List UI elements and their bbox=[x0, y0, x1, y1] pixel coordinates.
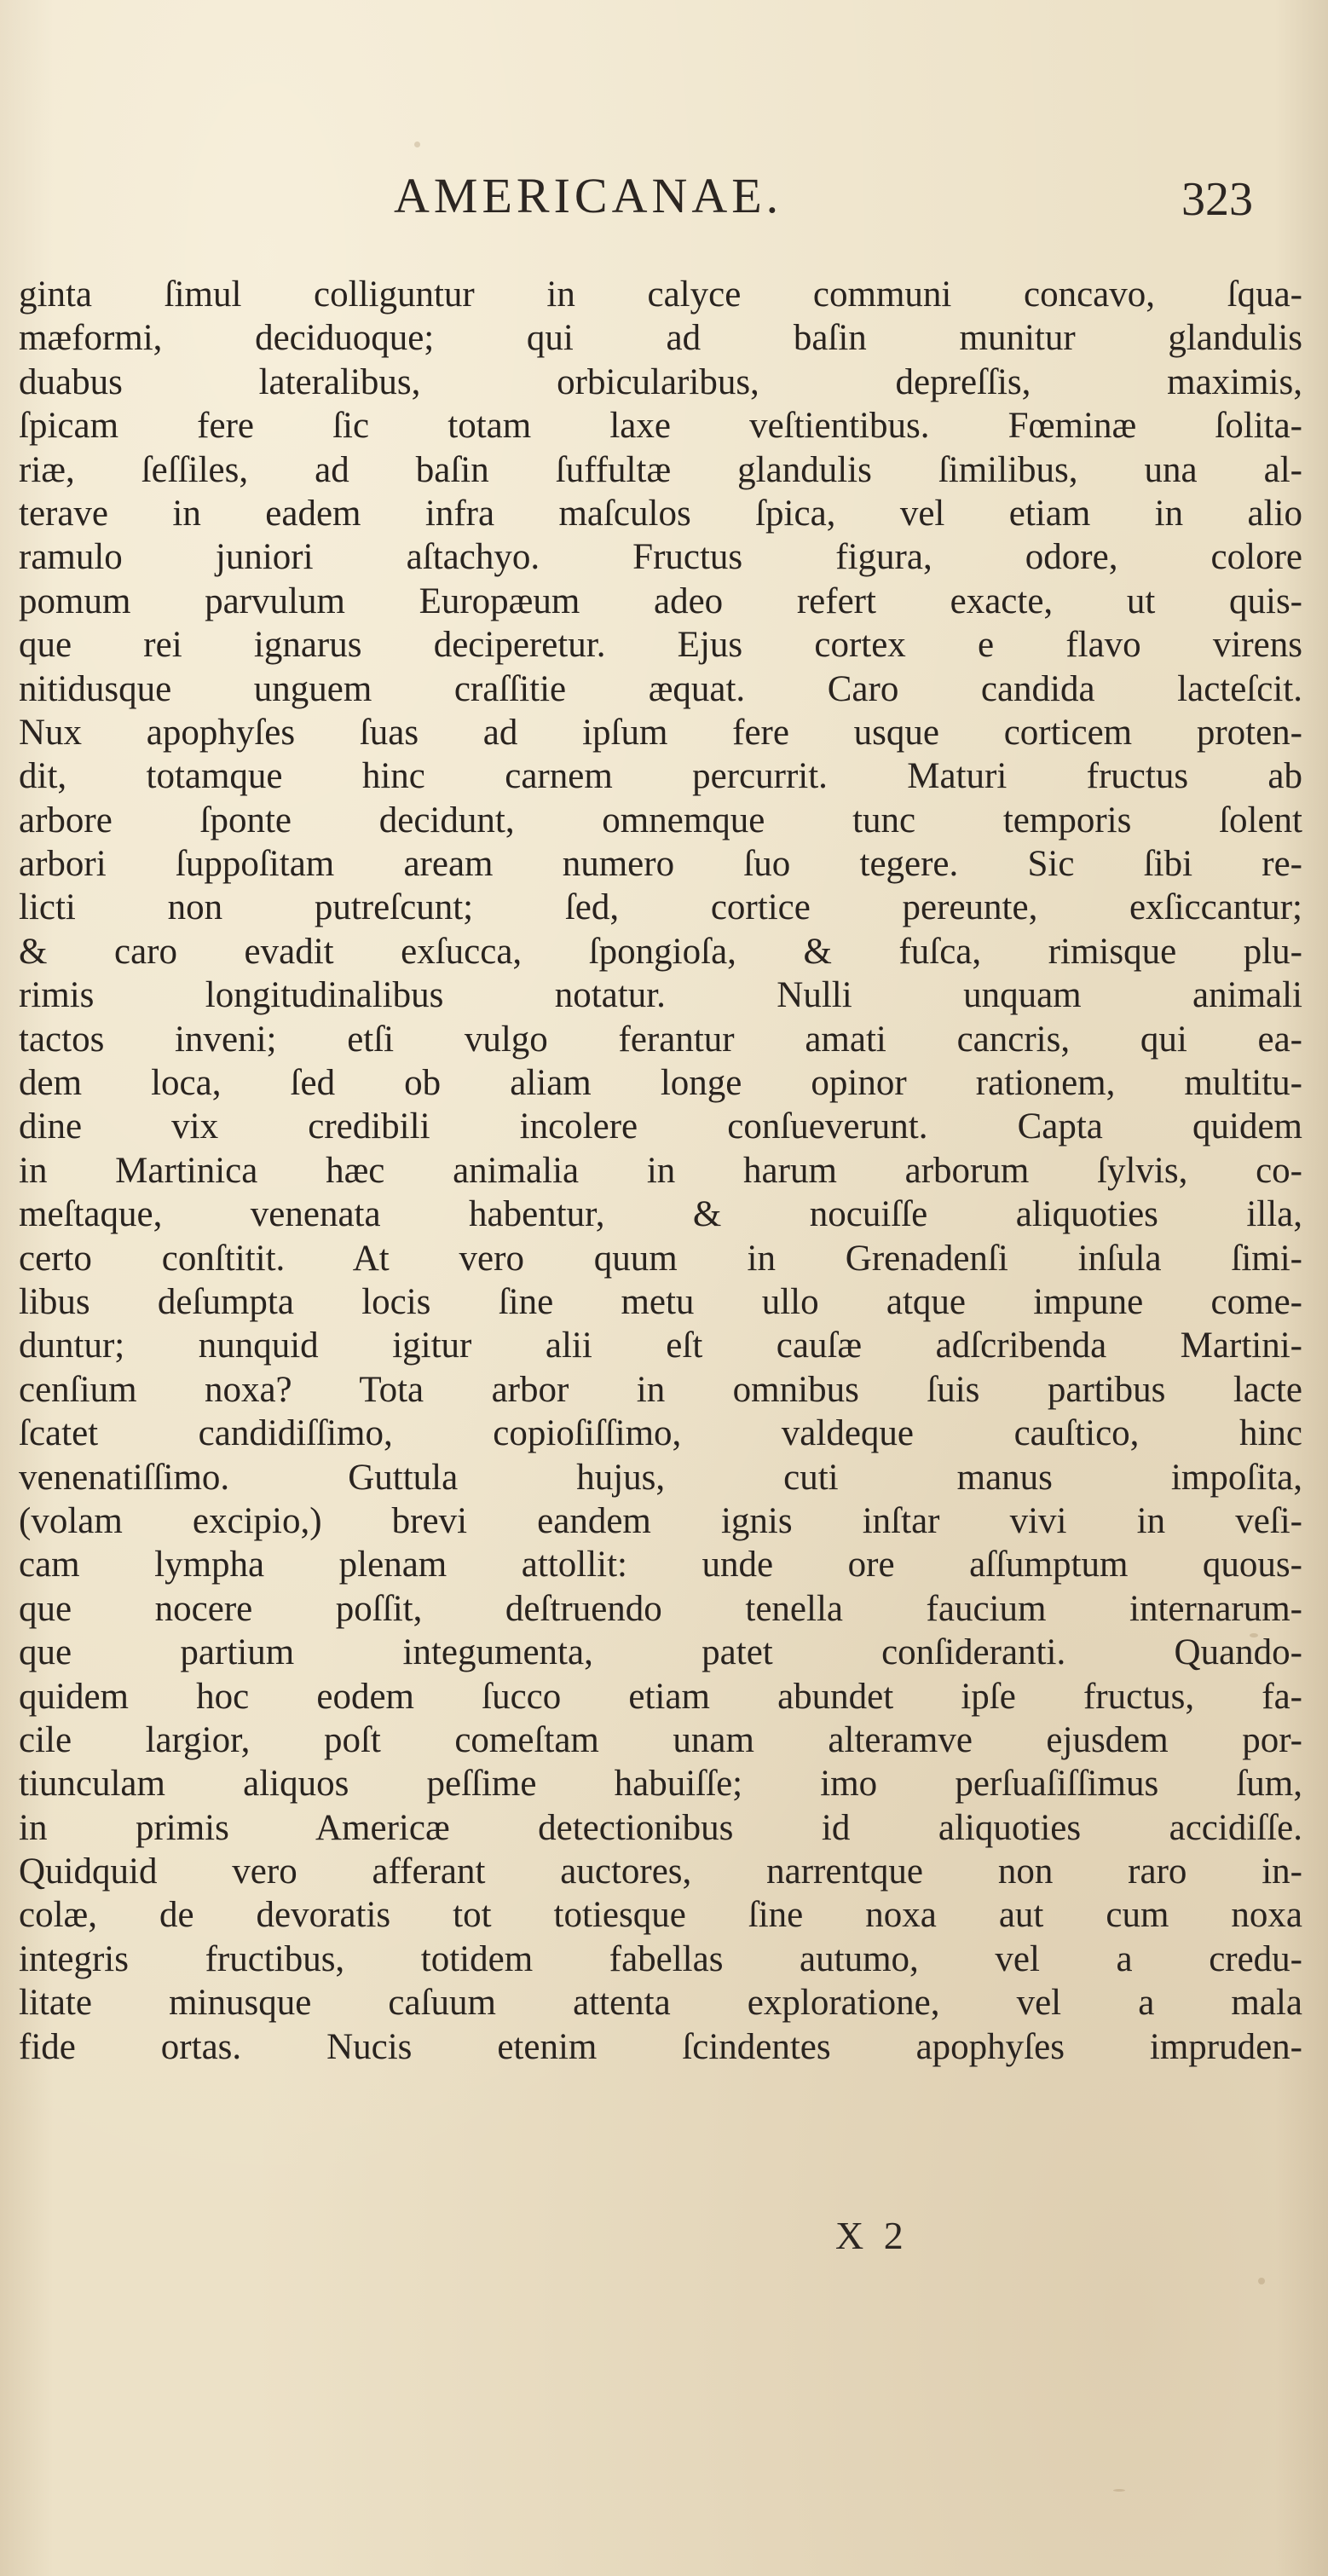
text-line: Nux apophyſes ſuas ad ipſum fere usque corticem proten- bbox=[19, 712, 1302, 753]
text-line: venenatiſſimo. Guttula hujus, cuti manus impoſita, bbox=[19, 1457, 1302, 1498]
foxing-spot bbox=[414, 142, 420, 147]
text-line: integris fructibus, totidem fabellas autumo, vel a credu- bbox=[19, 1938, 1302, 1979]
text-line: que partium integumenta, patet conſideranti. Quando- bbox=[19, 1632, 1302, 1673]
text-line: libus deſumpta locis ſine metu ullo atque impune come- bbox=[19, 1281, 1302, 1322]
text-line: certo conſtitit. At vero quum in Grenadenſi inſula ſimi- bbox=[19, 1238, 1302, 1279]
text-line: duntur; nunquid igitur alii eſt cauſæ adſcribenda Martini- bbox=[19, 1326, 1302, 1366]
text-line: dem loca, ſed ob aliam longe opinor rationem, multitu- bbox=[19, 1063, 1302, 1104]
text-line: Quidquid vero afferant auctores, narrentque non raro in- bbox=[19, 1851, 1302, 1892]
text-line: meſtaque, venenata habentur, & nocuiſſe aliquoties illa, bbox=[19, 1194, 1302, 1235]
text-line: cam lympha plenam attollit: unde ore aſſumptum quous- bbox=[19, 1545, 1302, 1585]
text-line: colæ, de devoratis tot totiesque ſine noxa aut cum noxa bbox=[19, 1895, 1302, 1936]
text-line: arbore ſponte decidunt, omnemque tunc temporis ſolent bbox=[19, 800, 1302, 840]
foxing-spot bbox=[1113, 2489, 1125, 2492]
text-line: fide ortas. Nucis etenim ſcindentes apophyſes impruden- bbox=[19, 2026, 1302, 2067]
text-line: ſpicam fere ſic totam laxe veſtientibus. Fœminæ ſolita- bbox=[19, 406, 1302, 447]
foxing-spot bbox=[1258, 2278, 1265, 2284]
text-line: tiunculam aliquos peſſime habuiſſe; imo perſuaſiſſimus ſum, bbox=[19, 1764, 1302, 1805]
text-line: (volam excipio,) brevi eandem ignis inſtar vivi in veſi- bbox=[19, 1500, 1302, 1541]
text-line: dit, totamque hinc carnem percurrit. Maturi fructus ab bbox=[19, 756, 1302, 797]
text-line: ginta ſimul colliguntur in calyce communi concavo, ſqua- bbox=[19, 274, 1302, 315]
running-title: AMERICANAE. bbox=[394, 168, 783, 223]
text-line: nitidusque unguem craſſitie æquat. Caro candida lacteſcit. bbox=[19, 668, 1302, 709]
text-line: cenſium noxa? Tota arbor in omnibus ſuis partibus lacte bbox=[19, 1369, 1302, 1410]
text-line: pomum parvulum Europæum adeo refert exacte, ut quis- bbox=[19, 580, 1302, 621]
text-line: ſcatet candidiſſimo, copioſiſſimo, valdeque cauſtico, hinc bbox=[19, 1413, 1302, 1454]
text-line: que nocere poſſit, deſtruendo tenella faucium internarum- bbox=[19, 1588, 1302, 1629]
text-line: terave in eadem infra maſculos ſpica, vel etiam in alio bbox=[19, 493, 1302, 534]
text-line: mæformi, deciduoque; qui ad baſin munitur glandulis bbox=[19, 318, 1302, 359]
text-line: litate minusque caſuum attenta exploratione, vel a mala bbox=[19, 1983, 1302, 2024]
text-line: arbori ſuppoſitam aream numero ſuo tegere. Sic ſibi re- bbox=[19, 844, 1302, 885]
text-line: tactos inveni; etſi vulgo ferantur amati cancris, qui ea- bbox=[19, 1019, 1302, 1060]
page-header bbox=[0, 167, 1328, 235]
text-line: riæ, ſeſſiles, ad baſin ſuffultæ glandulis ſimilibus, una al- bbox=[19, 449, 1302, 490]
page-number: 323 bbox=[1181, 173, 1253, 226]
signature-mark: X 2 bbox=[835, 2214, 909, 2257]
text-line: licti non putreſcunt; ſed, cortice pereunte, exſiccantur; bbox=[19, 887, 1302, 928]
text-line: dine vix credibili incolere conſueverunt. Capta quidem bbox=[19, 1106, 1302, 1147]
text-line: cile largior, poſt comeſtam unam alteramve ejusdem por- bbox=[19, 1719, 1302, 1760]
text-line: rimis longitudinalibus notatur. Nulli unquam animali bbox=[19, 975, 1302, 1016]
body-text bbox=[19, 273, 1302, 2069]
text-line: ramulo juniori aſtachyo. Fructus figura, odore, colore bbox=[19, 537, 1302, 578]
text-line: que rei ignarus deciperetur. Ejus cortex e flavo virens bbox=[19, 625, 1302, 666]
text-line: in Martinica hæc animalia in harum arborum ſylvis, co- bbox=[19, 1150, 1302, 1191]
text-line: duabus lateralibus, orbicularibus, depreſſis, maximis, bbox=[19, 361, 1302, 402]
text-line: quidem hoc eodem ſucco etiam abundet ipſe fructus, fa- bbox=[19, 1676, 1302, 1717]
text-line: & caro evadit exſucca, ſpongioſa, & fuſca, rimisque plu- bbox=[19, 931, 1302, 972]
text-line: in primis Americæ detectionibus id aliquoties accidiſſe. bbox=[19, 1807, 1302, 1848]
